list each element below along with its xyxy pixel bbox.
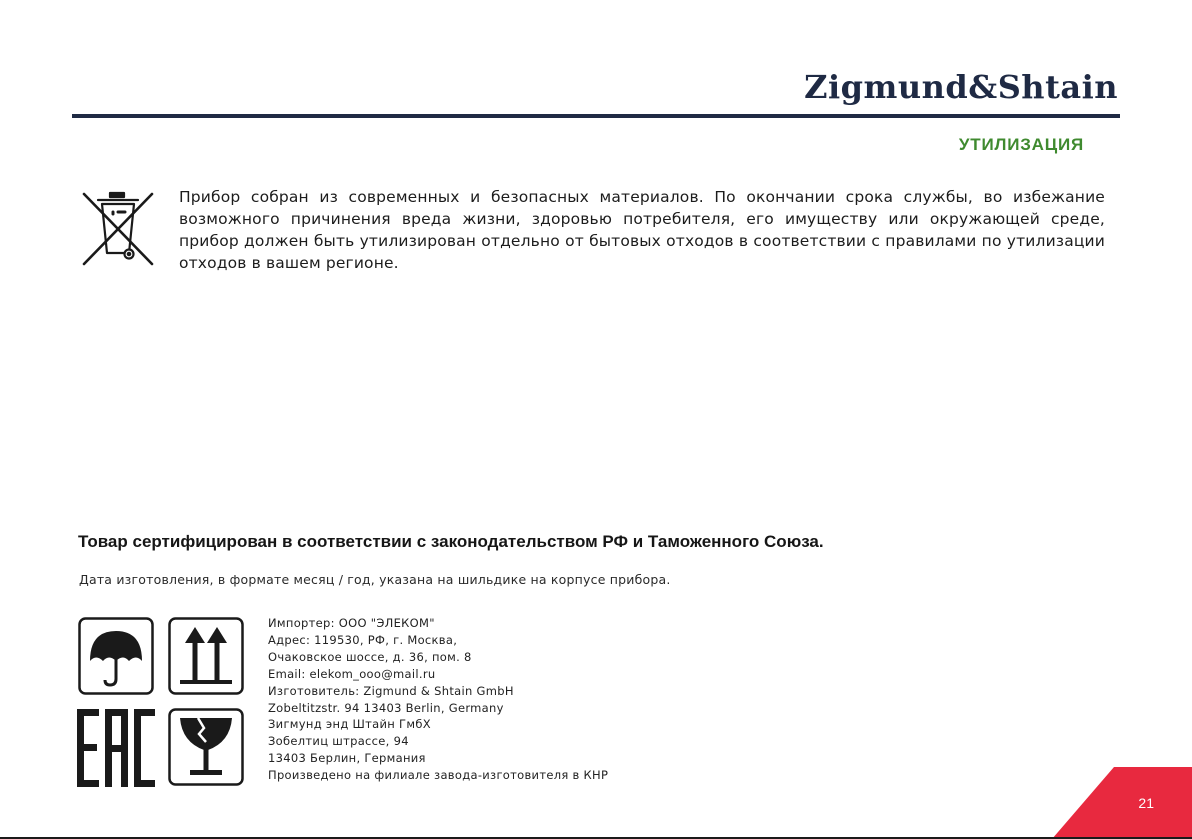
importer-line: Zobeltitzstr. 94 13403 Berlin, Germany bbox=[268, 700, 504, 715]
importer-line: Зобелтиц штрассе, 94 bbox=[268, 734, 409, 749]
umbrella-icon bbox=[78, 617, 154, 695]
certification-statement: Товар сертифицирован в соответствии с законодательством РФ и Таможенного Союза. bbox=[78, 532, 824, 551]
importer-line: Email: elekom_ooo@mail.ru bbox=[268, 666, 436, 681]
brand-logo: Zigmund&Shtain bbox=[804, 68, 1118, 106]
page-corner-tab bbox=[1052, 767, 1192, 839]
this-way-up-icon bbox=[168, 617, 244, 695]
eac-mark bbox=[77, 709, 155, 787]
header-divider bbox=[72, 114, 1120, 118]
importer-line: Адрес: 119530, РФ, г. Москва, bbox=[268, 632, 458, 647]
fragile-glass-icon bbox=[168, 708, 244, 786]
importer-line: Произведено на филиале завода-изготовителя в КНР bbox=[268, 768, 609, 783]
page-number: 21 bbox=[1138, 795, 1154, 811]
importer-line: 13403 Берлин, Германия bbox=[268, 751, 426, 766]
section-title: УТИЛИЗАЦИЯ bbox=[958, 135, 1084, 154]
disposal-paragraph: Прибор собран из современных и безопасных материалов. По окончании срока службы, во избежание возможного причинения вреда жизни, здоровью потребителя, его имуществу или окружающей среде, прибор должен быть утилизирован отдельно от бытовых отходов в соответствии с правилами по утилизации отходов в вашем регионе. bbox=[179, 188, 1105, 272]
crossed-out-wheelie-bin-icon bbox=[80, 190, 156, 268]
manufacture-date-note: Дата изготовления, в формате месяц / год, указана на шильдике на корпусе прибора. bbox=[79, 572, 671, 587]
importer-line: Изготовитель: Zigmund & Shtain GmbH bbox=[268, 683, 514, 698]
importer-line: Очаковское шоссе, д. 36, пом. 8 bbox=[268, 649, 472, 664]
importer-info bbox=[268, 615, 608, 784]
importer-line: Зигмунд энд Штайн ГмбХ bbox=[268, 717, 431, 732]
importer-line: Импортер: ООО "ЭЛЕКОМ" bbox=[268, 616, 435, 630]
